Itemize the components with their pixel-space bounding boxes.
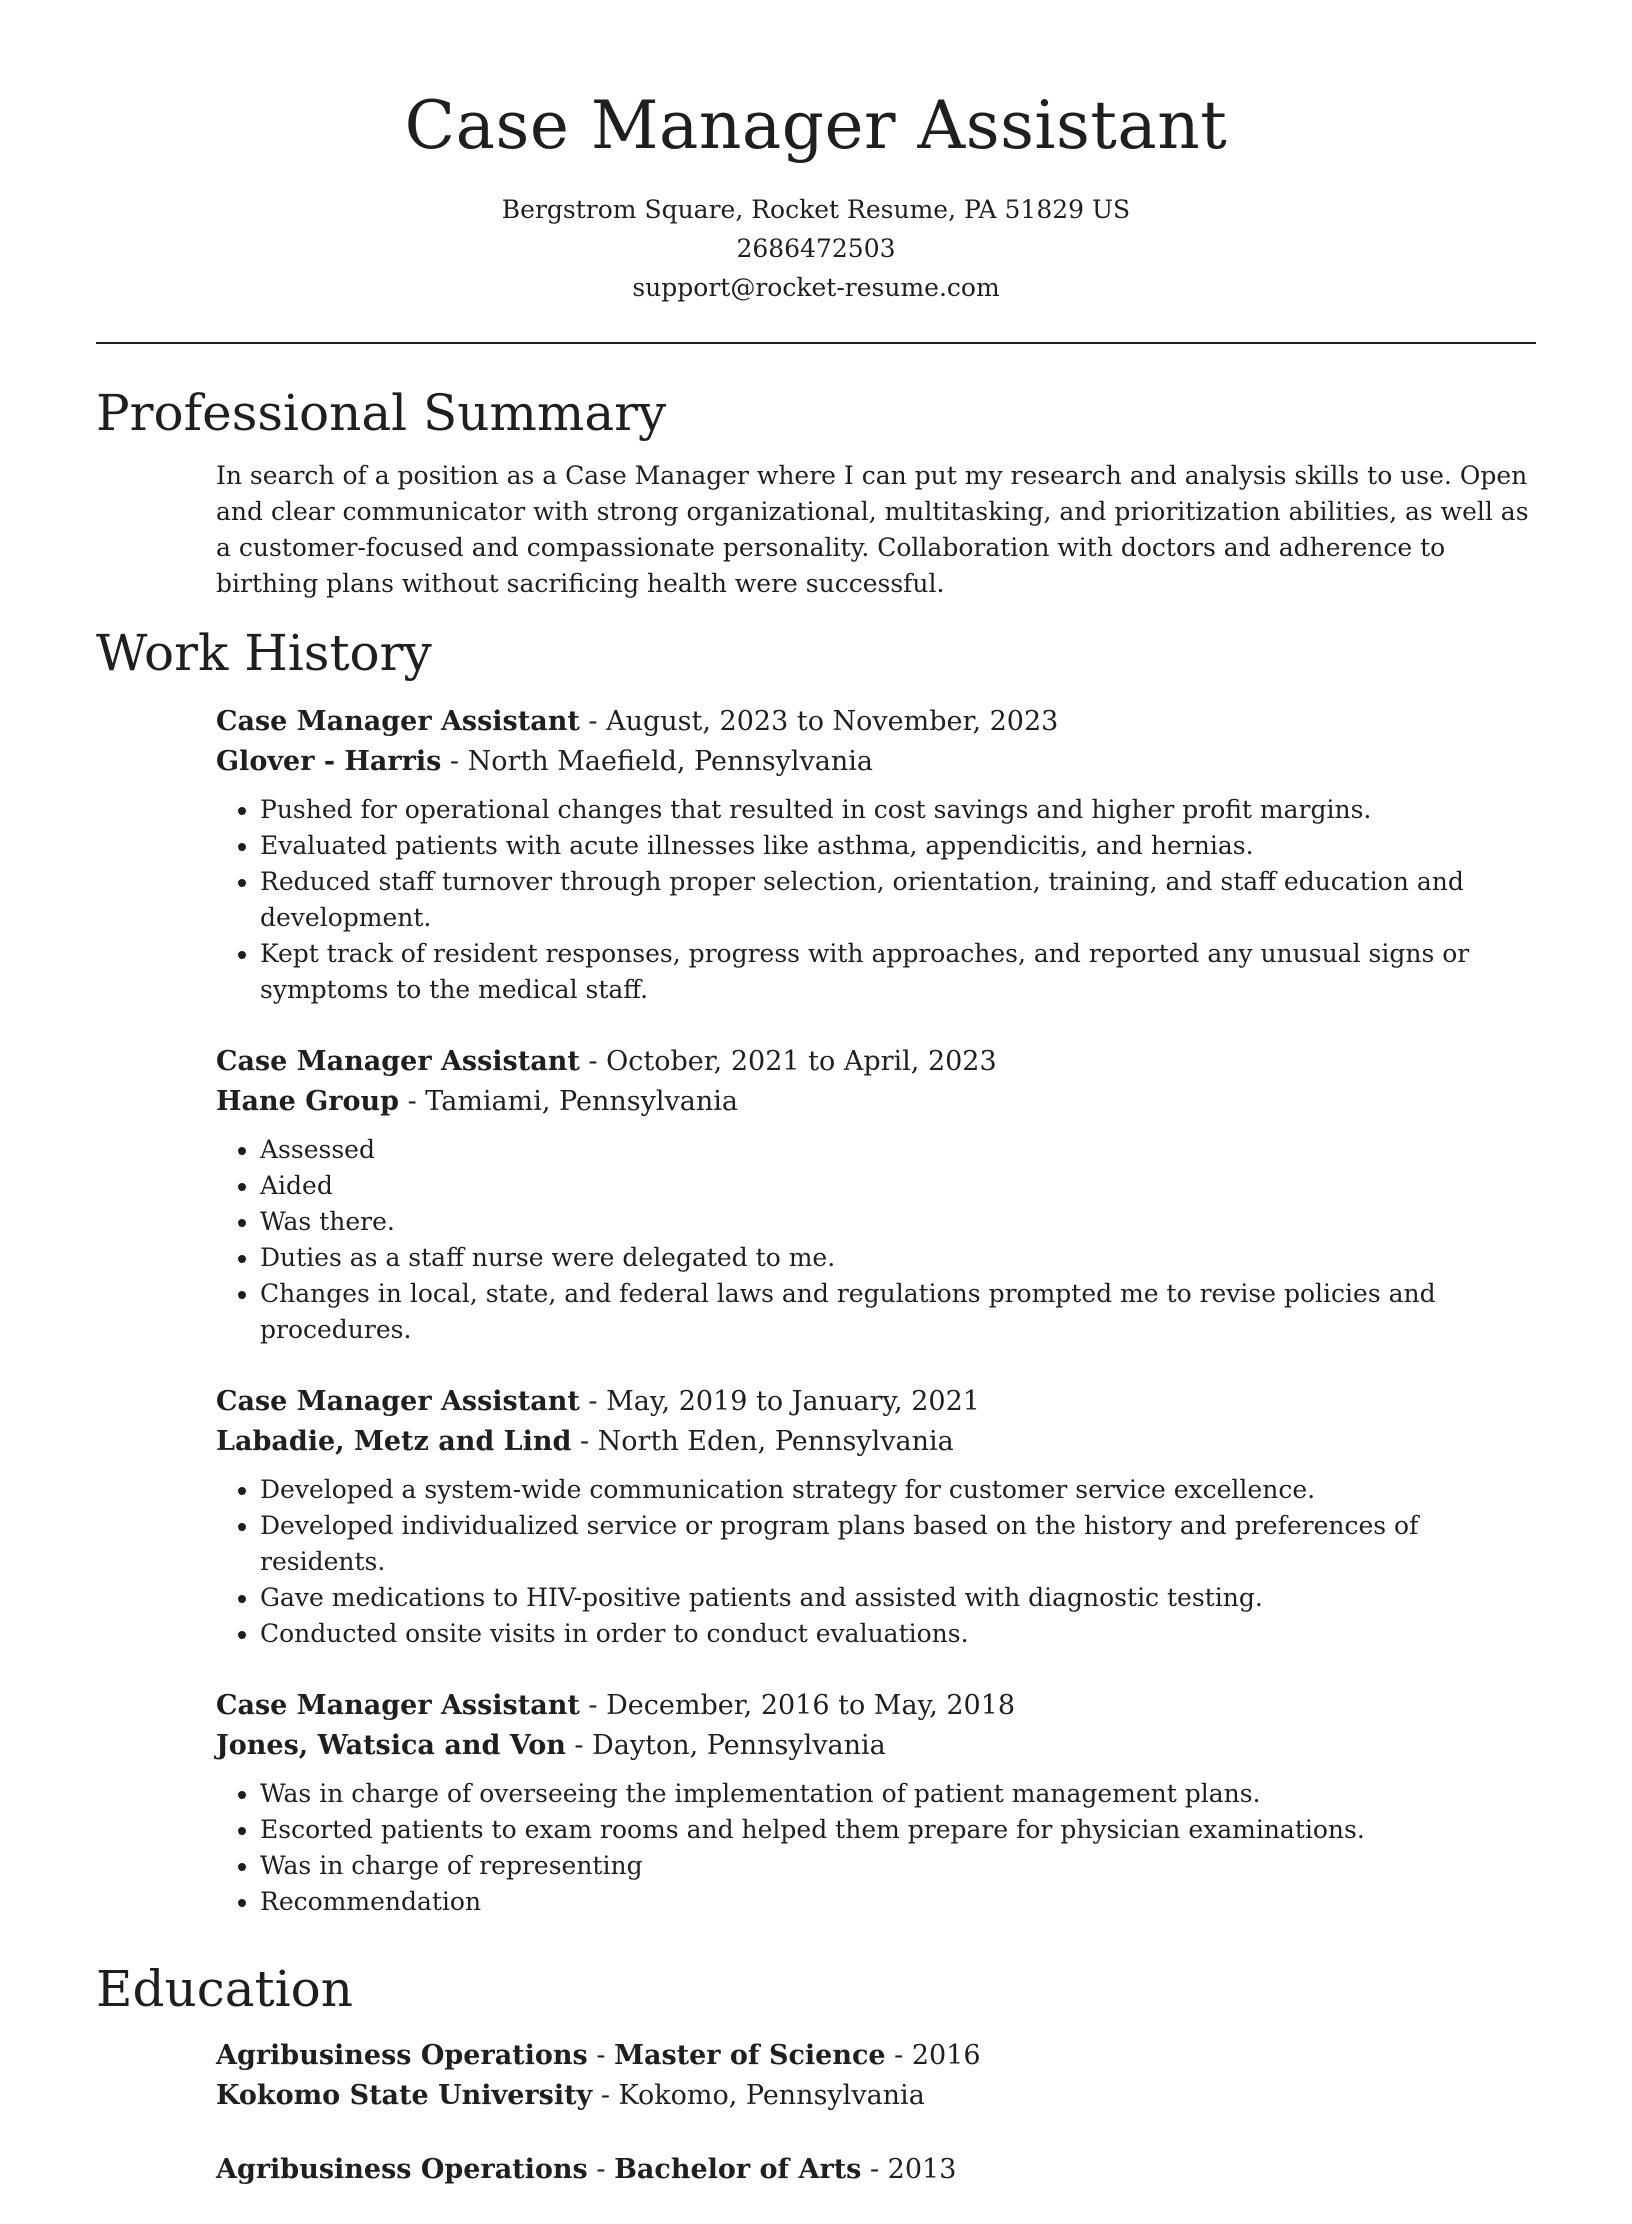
job-title-line — [216, 1686, 1536, 1726]
job-company-line — [216, 742, 1536, 782]
contact-address: Bergstrom Square, Rocket Resume, PA 51829 US — [501, 195, 1131, 224]
duty-item: • Changes in local, state, and federal laws and regulations prompted me to revise policies and procedures. — [260, 1276, 1536, 1348]
job-duties — [216, 1776, 1536, 1920]
duty-item: • Reduced staff turnover through proper selection, orientation, training, and staff education and development. — [260, 864, 1536, 936]
job-title-line — [216, 1382, 1536, 1422]
job-entry — [216, 1042, 1536, 1348]
degree-line: Agribusiness Operations - Master of Science - 2016 — [216, 2040, 981, 2071]
duty-item: • Developed a system-wide communication strategy for customer service excellence. — [260, 1472, 1536, 1508]
job-location: - Dayton, Pennsylvania — [565, 1730, 886, 1761]
job-duties — [216, 1472, 1536, 1652]
job-location: - North Maefield, Pennsylvania — [441, 746, 873, 777]
job-title: Case Manager Assistant — [216, 1386, 580, 1417]
job-dates: - October, 2021 to April, 2023 — [579, 1046, 997, 1077]
resume-body — [96, 378, 1536, 2224]
duty-item: • Aided — [260, 1168, 1536, 1204]
school-name: Kokomo State University — [216, 2080, 593, 2111]
duty-item: • Developed individualized service or program plans based on the history and preferences of residents. — [260, 1508, 1536, 1580]
duty-item: • Was in charge of representing — [260, 1848, 1536, 1884]
job-company: Labadie, Metz and Lind — [216, 1426, 572, 1457]
degree-year: - 2013 — [861, 2154, 957, 2185]
duty-item: • Evaluated patients with acute illnesses like asthma, appendicitis, and hernias. — [260, 828, 1536, 864]
job-title: Case Manager Assistant — [216, 1690, 580, 1721]
duty-item: • Gave medications to HIV-positive patients and assisted with diagnostic testing. — [260, 1580, 1536, 1616]
contact-block — [0, 190, 1632, 307]
duty-item: • Was in charge of overseeing the implementation of patient management plans. — [260, 1776, 1536, 1812]
job-dates: - May, 2019 to January, 2021 — [579, 1386, 980, 1417]
school-location: - Kokomo, Pennsylvania — [592, 2080, 925, 2111]
duty-item: • Conducted onsite visits in order to conduct evaluations. — [260, 1616, 1536, 1652]
job-dates: - August, 2023 to November, 2023 — [579, 706, 1059, 737]
job-title-line — [216, 1042, 1536, 1082]
job-entry — [216, 702, 1536, 1008]
job-company: Jones, Watsica and Von — [216, 1730, 566, 1761]
education-heading: Education — [96, 1960, 353, 2018]
degree-field: Agribusiness Operations — [216, 2040, 588, 2071]
resume-header — [0, 0, 1632, 307]
job-location: - North Eden, Pennsylvania — [571, 1426, 954, 1457]
job-title: Case Manager Assistant — [216, 706, 580, 737]
job-entry — [216, 1382, 1536, 1652]
job-company-line — [216, 1726, 1536, 1766]
job-company: Hane Group — [216, 1086, 400, 1117]
job-entry — [216, 1686, 1536, 1920]
job-company: Glover - Harris — [216, 746, 442, 777]
summary-heading: Professional Summary — [96, 384, 667, 442]
job-title-line — [216, 702, 1536, 742]
job-company-line — [216, 1082, 1536, 1122]
job-company-line — [216, 1422, 1536, 1462]
job-title: Case Manager Assistant — [216, 1046, 580, 1077]
duty-item: • Kept track of resident responses, progress with approaches, and reported any unusual signs or symptoms to the medical staff. — [260, 936, 1536, 1008]
resume-name: Case Manager Assistant — [404, 87, 1228, 164]
duty-item: • Was there. — [260, 1204, 1536, 1240]
job-location: - Tamiami, Pennsylvania — [399, 1086, 738, 1117]
duty-item: • Assessed — [260, 1132, 1536, 1168]
duty-item: • Pushed for operational changes that resulted in cost savings and higher profit margins. — [260, 792, 1536, 828]
duty-item: • Escorted patients to exam rooms and helped them prepare for physician examinations. — [260, 1812, 1536, 1848]
job-dates: - December, 2016 to May, 2018 — [579, 1690, 1016, 1721]
degree-name: Master of Science — [614, 2040, 886, 2071]
degree-name: Bachelor of Arts — [614, 2154, 862, 2185]
degree-field: Agribusiness Operations — [216, 2154, 588, 2185]
header-divider — [96, 342, 1536, 344]
contact-email: support@rocket-resume.com — [632, 273, 1000, 302]
job-duties — [216, 1132, 1536, 1348]
degree-year: - 2016 — [885, 2040, 981, 2071]
duty-item: • Recommendation — [260, 1884, 1536, 1920]
summary-text: In search of a position as a Case Manager where I can put my research and analysis skills to use. Open and clear communicator with strong organizational, multitasking, and prioritization abilities, as well as a customer-focused and compassionate personality. Collaboration with doctors and adherence to birthing plans without sacrificing health were successful. — [216, 461, 1529, 598]
school-line — [216, 2076, 1536, 2116]
contact-phone: 2686472503 — [736, 234, 896, 263]
education-entry — [216, 2036, 1536, 2116]
duty-item: • Duties as a staff nurse were delegated to me. — [260, 1240, 1536, 1276]
degree-line: Agribusiness Operations - Bachelor of Arts - 2013 — [216, 2154, 957, 2185]
work-history-heading: Work History — [96, 624, 432, 682]
education-entry — [216, 2150, 1536, 2190]
job-duties — [216, 792, 1536, 1008]
